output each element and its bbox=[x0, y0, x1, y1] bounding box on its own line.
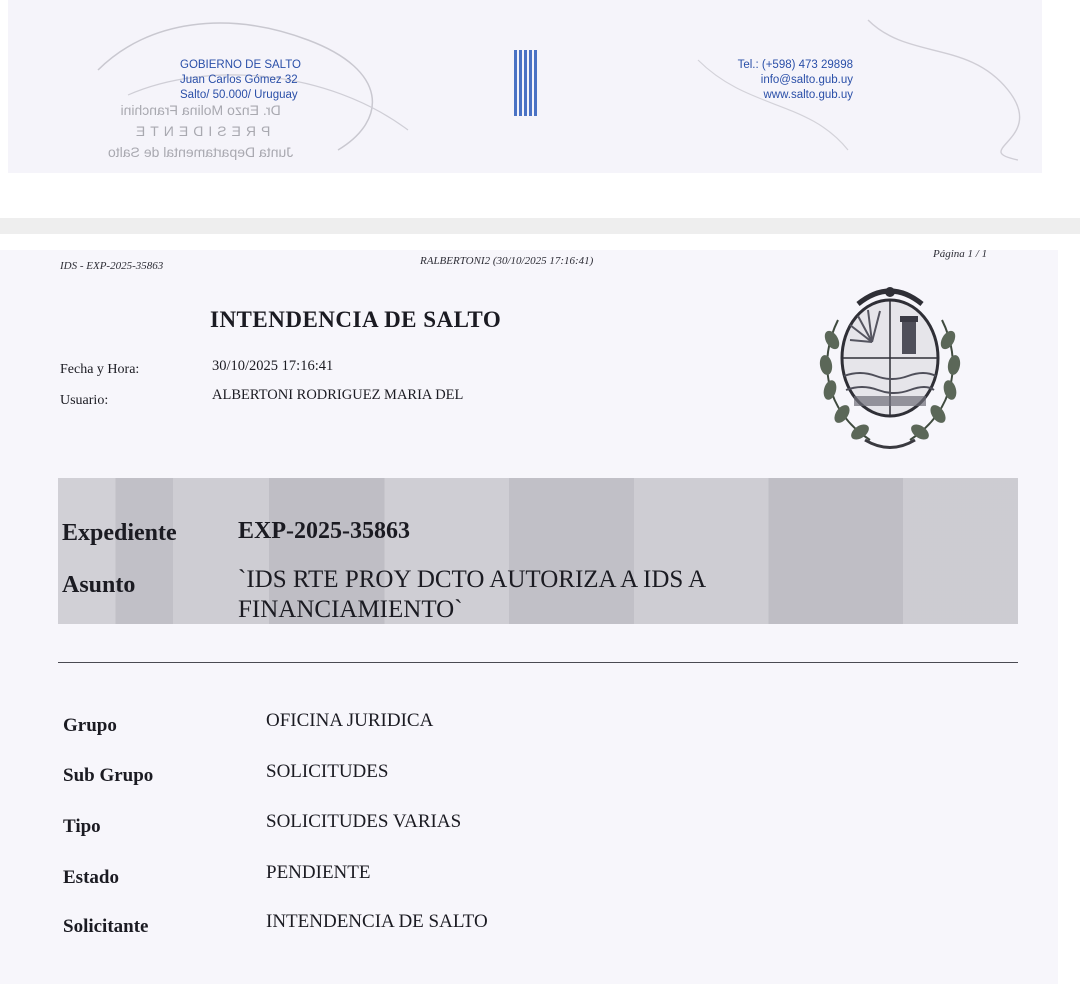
header-doc-id: IDS - EXP-2025-35863 bbox=[60, 260, 164, 272]
fecha-value: 30/10/2025 17:16:41 bbox=[212, 358, 334, 374]
coat-of-arms-icon bbox=[810, 280, 970, 460]
org-name: GOBIERNO DE SALTO bbox=[180, 59, 301, 71]
header-user-stamp: RALBERTONI2 (30/10/2025 17:16:41) bbox=[420, 255, 594, 267]
fecha-label: Fecha y Hora: bbox=[60, 362, 140, 377]
letterhead-address bbox=[180, 58, 301, 103]
blue-stripes-logo-icon bbox=[514, 50, 538, 116]
field-label-solicitante: Solicitante bbox=[63, 916, 149, 937]
page-title: INTENDENCIA DE SALTO bbox=[210, 307, 502, 332]
field-value-tipo: SOLICITUDES VARIAS bbox=[266, 811, 462, 832]
document-page bbox=[0, 250, 1058, 984]
stamp-line3: Junta Departamental de Salto bbox=[108, 144, 294, 160]
field-value-estado: PENDIENTE bbox=[266, 862, 371, 883]
field-label-estado: Estado bbox=[63, 867, 119, 888]
mirrored-stamp bbox=[108, 100, 293, 163]
stamp-line2: PRESIDENTE bbox=[130, 123, 271, 139]
field-label-subgrupo: Sub Grupo bbox=[63, 765, 154, 786]
usuario-value: ALBERTONI RODRIGUEZ MARIA DEL bbox=[212, 387, 464, 403]
usuario-label: Usuario: bbox=[60, 393, 109, 408]
header-page-number: Página 1 / 1 bbox=[933, 248, 988, 260]
horizontal-rule bbox=[58, 662, 1018, 663]
street-address: Juan Carlos Gómez 32 bbox=[180, 74, 298, 86]
field-label-grupo: Grupo bbox=[63, 715, 117, 736]
field-value-subgrupo: SOLICITUDES bbox=[266, 761, 389, 782]
asunto-line-1: `IDS RTE PROY DCTO AUTORIZA A IDS A bbox=[238, 566, 707, 593]
letterhead-contact bbox=[738, 58, 853, 103]
field-label-tipo: Tipo bbox=[63, 816, 101, 837]
page-separator bbox=[0, 218, 1080, 234]
city-line: Salto/ 50.000/ Uruguay bbox=[180, 89, 298, 101]
letterhead-page bbox=[8, 0, 1042, 173]
asunto-value bbox=[238, 565, 878, 625]
phone: Tel.: (+598) 473 29898 bbox=[737, 59, 853, 71]
field-value-grupo: OFICINA JURIDICA bbox=[266, 710, 434, 731]
asunto-line-2: FINANCIAMIENTO` bbox=[238, 596, 463, 623]
field-value-solicitante: INTENDENCIA DE SALTO bbox=[266, 911, 488, 932]
web-link[interactable]: www.salto.gub.uy bbox=[763, 89, 853, 101]
expediente-value: EXP-2025-35863 bbox=[238, 518, 410, 544]
email-link[interactable]: info@salto.gub.uy bbox=[760, 74, 853, 86]
expediente-label: Expediente bbox=[62, 520, 177, 546]
asunto-label: Asunto bbox=[62, 572, 136, 598]
stamp-line1: Dr. Enzo Molina Franchini bbox=[120, 102, 281, 118]
